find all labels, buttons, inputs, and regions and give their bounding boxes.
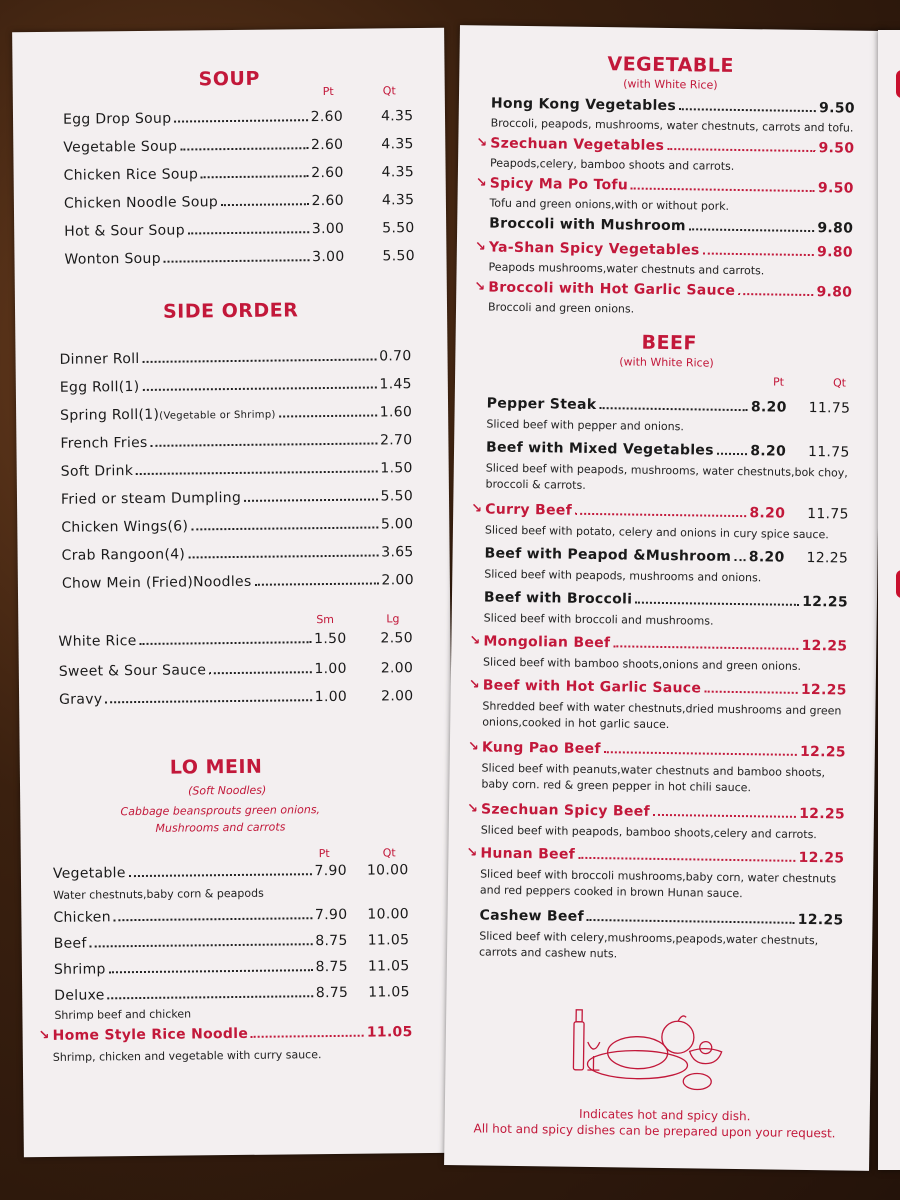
item-price-lg: 2.00: [380, 660, 414, 677]
item-description: Tofu and green onions,with or without pork.: [489, 196, 730, 213]
leader-dots: [140, 641, 312, 645]
item-name: Beef with Mixed Vegetables: [485, 439, 714, 459]
item-name: Broccoli with Hot Garlic Sauce: [488, 279, 736, 299]
item-name: Chicken Noodle Soup: [63, 194, 219, 212]
item-price-pt: 7.90: [314, 862, 348, 880]
item-name: Spicy Ma Po Tofu: [489, 175, 629, 194]
soup-item: [62, 108, 414, 128]
item-name: Soft Drink: [60, 463, 134, 480]
soup-col-qt: Qt: [382, 84, 396, 98]
lo-mein-heading: LO MEIN: [169, 755, 263, 779]
item-description: Sliced beef with broccoli and mushrooms.: [483, 611, 714, 628]
side-order-heading: SIDE ORDER: [162, 299, 299, 323]
item-description: Sliced beef with pepper and onions.: [486, 417, 684, 434]
item-name: French Fries: [60, 434, 148, 452]
item-price: 9.80: [816, 244, 853, 261]
item-name: White Rice: [58, 633, 137, 650]
item-price: 12.25: [798, 849, 845, 867]
item-description: Sliced beef with broccoli mushrooms,baby corn, water chestnuts: [480, 867, 837, 886]
hot-spicy-icon: ↘: [38, 1027, 50, 1044]
item-description: Sliced beef with peapods, mushrooms, water chestnuts,bok choy,: [485, 461, 848, 480]
item-description: Shrimp beef and chicken: [54, 1007, 192, 1022]
item-price-pt: 8.75: [315, 958, 349, 976]
item-description: and red peppers cooked in brown Hunan sauce.: [479, 883, 743, 901]
item-price: 12.25: [802, 593, 849, 611]
item-price: 12.25: [799, 743, 846, 761]
beef-list: [444, 25, 885, 1171]
leader-dots: [209, 671, 311, 674]
soup-heading: SOUP: [198, 67, 260, 91]
item-price: 9.80: [816, 284, 853, 301]
soup-item: [63, 164, 415, 184]
lo-mein-item: [54, 984, 410, 1004]
item-price: 11.05: [366, 1024, 413, 1041]
side-item: [62, 544, 414, 564]
item-description: Sliced beef with celery,mushrooms,peapods,water chestnuts,: [479, 929, 819, 948]
item-name: Dinner Roll: [59, 350, 140, 368]
item-name: Chicken Wings(6): [61, 518, 189, 536]
item-price-pt: 8.20: [748, 549, 785, 566]
hot-spicy-icon: ↘: [474, 239, 486, 255]
item-price-qt: 5.50: [382, 248, 415, 265]
side-item: [61, 460, 413, 480]
beef-item: [484, 589, 848, 610]
item-price-qt: 10.00: [367, 906, 410, 923]
item-price-sm: 1.50: [314, 630, 347, 648]
hot-spicy-icon: ↘: [468, 677, 480, 693]
item-description: Sliced beef with peapods, mushrooms and onions.: [484, 567, 762, 585]
item-price-sm: 1.00: [314, 660, 347, 678]
item-price-pt: 3.00: [312, 248, 345, 266]
side-item: [60, 432, 412, 452]
item-name: Vegetable Soup: [63, 138, 178, 156]
item-price-qt: 11.05: [368, 984, 410, 1001]
lo-mein-note-1: Cabbage beansprouts green onions,: [120, 803, 321, 819]
item-name: Sweet & Sour Sauce: [58, 662, 207, 680]
lo-mein-item: [53, 932, 410, 952]
item-price: 2.70: [379, 432, 413, 449]
item-price: 12.25: [801, 637, 848, 655]
item-price-qt: 11.05: [367, 932, 410, 949]
item-price-pt: 8.75: [315, 932, 348, 950]
side-item-sized: [58, 630, 413, 650]
item-name: Szechuan Spicy Beef: [480, 801, 651, 820]
beef-item: [482, 739, 846, 760]
leader-dots: [717, 453, 748, 455]
item-description: Broccoli, peapods, mushrooms, water chestnuts, carrots and tofu.: [490, 116, 854, 135]
item-name: Cashew Beef: [479, 907, 585, 925]
leader-dots: [108, 995, 313, 999]
item-price-pt: 2.60: [311, 164, 344, 182]
left-menu-panel: [12, 28, 456, 1157]
beef-subtitle: (with White Rice): [619, 355, 714, 370]
leader-dots: [244, 498, 378, 501]
item-name: Curry Beef: [485, 501, 573, 519]
item-price: 1.60: [379, 404, 413, 421]
item-name: Wonton Soup: [64, 250, 161, 268]
leader-dots: [143, 358, 377, 362]
leader-dots: [575, 513, 746, 517]
leader-dots: [105, 699, 311, 703]
item-price: 12.25: [797, 911, 844, 929]
spicy-request-note: All hot and spicy dishes can be prepared upon your request.: [473, 1121, 836, 1141]
item-price-pt: 8.20: [749, 505, 786, 522]
item-description: Broccoli and green onions.: [487, 300, 635, 316]
item-price-pt: 2.60: [311, 192, 344, 210]
leader-dots: [221, 203, 309, 206]
lo-mein-col-qt: Qt: [382, 846, 396, 860]
lo-mein-item: [52, 862, 409, 882]
leader-dots: [604, 751, 797, 756]
item-name: Fried or steam Dumpling: [60, 489, 242, 508]
item-name: Home Style Rice Noodle: [52, 1025, 249, 1044]
item-name: Egg Drop Soup: [62, 110, 172, 128]
leader-dots: [188, 554, 378, 558]
item-price: 5.50: [380, 488, 414, 505]
side-col-sm: Sm: [316, 612, 335, 627]
item-name: Beef with Peapod &Mushroom: [484, 545, 732, 565]
soup-item: [64, 220, 415, 240]
item-name: Vegetable: [52, 865, 126, 882]
item-price-qt: 4.35: [380, 108, 414, 125]
item-name: Spring Roll(1): [60, 406, 160, 424]
item-name: Gravy: [59, 691, 103, 708]
leader-dots: [109, 969, 313, 973]
leader-dots: [114, 917, 312, 921]
beef-item: [484, 545, 849, 567]
item-description: Water chestnuts,baby corn & peapods: [53, 886, 264, 902]
item-price-pt: 3.00: [311, 220, 345, 238]
item-name: Shrimp: [53, 961, 106, 978]
item-name: Chicken Rice Soup: [63, 166, 199, 184]
item-price-qt: 4.35: [381, 192, 415, 209]
item-description: Sliced beef with potato, celery and onions in cury spice sauce.: [484, 523, 829, 542]
hot-spicy-icon: ↘: [466, 845, 478, 861]
item-price: 2.00: [381, 572, 414, 589]
beef-item: [486, 395, 851, 417]
leader-dots: [164, 259, 309, 263]
item-name: Beef with Broccoli: [483, 589, 633, 608]
item-name: Ya-Shan Spicy Vegetables: [488, 239, 700, 259]
leader-dots: [653, 814, 796, 818]
hot-spicy-icon: ↘: [474, 279, 486, 295]
leader-dots: [255, 582, 379, 585]
item-price-qt: 11.05: [367, 958, 410, 975]
side-item: [60, 376, 412, 396]
side-item: [61, 516, 413, 536]
side-col-lg: Lg: [386, 612, 400, 626]
item-name: Mongolian Beef: [483, 633, 611, 652]
leader-dots: [251, 1035, 364, 1038]
item-price-qt: 5.50: [382, 220, 415, 237]
leader-dots: [279, 414, 377, 417]
item-name: Chow Mein (Fried)Noodles: [61, 573, 252, 592]
lo-mein-subtitle: (Soft Noodles): [188, 783, 267, 798]
item-price: 1.50: [380, 460, 413, 477]
leader-dots: [188, 231, 309, 234]
item-price-pt: 8.20: [750, 399, 787, 416]
leader-dots: [704, 691, 798, 694]
item-price-pt: 8.75: [315, 984, 349, 1002]
item-price-pt: 7.90: [314, 906, 348, 924]
item-description: Shrimp, chicken and vegetable with curry sauce.: [52, 1048, 322, 1064]
side-item-sized: [58, 660, 414, 680]
side-item: [62, 572, 414, 592]
item-name: Hong Kong Vegetables: [490, 95, 677, 115]
beef-item: [485, 501, 849, 523]
item-price-qt: 4.35: [381, 164, 415, 181]
item-price: 12.25: [800, 681, 847, 699]
item-note: (Vegetable or Shrimp): [159, 409, 276, 422]
item-price: 9.50: [818, 100, 855, 117]
soup-item: [63, 136, 414, 156]
item-price-qt: 11.75: [807, 505, 849, 523]
item-name: Chicken: [53, 909, 111, 926]
vegetable-heading: VEGETABLE: [607, 53, 735, 77]
beef-item: [483, 633, 847, 654]
item-description: broccoli & carrots.: [485, 477, 586, 492]
lo-mein-note-2: Mushrooms and carrots: [155, 820, 286, 835]
spicy-legend-note: Indicates hot and spicy dish.: [578, 1106, 751, 1124]
beef-col-qt: Qt: [832, 376, 847, 390]
item-price: 9.50: [817, 180, 854, 197]
item-name: Egg Roll(1): [59, 378, 140, 396]
item-description: onions,cooked in hot garlic sauce.: [482, 715, 670, 732]
item-description: baby corn. red & green pepper in hot chili sauce.: [481, 777, 752, 795]
item-name: Deluxe: [54, 987, 105, 1004]
red-tab-marker: [896, 570, 900, 598]
leader-dots: [734, 559, 746, 561]
item-price: 9.80: [817, 220, 854, 237]
hot-spicy-icon: ↘: [469, 633, 481, 649]
red-tab-marker: [896, 70, 900, 98]
item-name: Szechuan Vegetables: [490, 135, 665, 154]
beef-heading: BEEF: [641, 331, 698, 355]
hot-spicy-icon: ↘: [475, 175, 487, 191]
beef-item: [479, 907, 843, 928]
item-description: carrots and cashew nuts.: [478, 945, 618, 961]
item-description: Sliced beef with peanuts,water chestnuts and bamboo shoots,: [481, 761, 826, 780]
leader-dots: [587, 919, 795, 924]
beef-item: [485, 439, 850, 461]
lo-mein-col-pt: Pt: [318, 847, 330, 861]
leader-dots: [578, 857, 796, 862]
item-price: 9.50: [818, 140, 855, 157]
leader-dots: [635, 602, 799, 606]
soup-col-pt: Pt: [322, 84, 334, 99]
item-price-qt: 11.75: [807, 443, 850, 461]
hot-spicy-icon: ↘: [476, 135, 488, 151]
side-item: [61, 488, 413, 508]
beef-col-pt: Pt: [772, 375, 785, 389]
side-item: [60, 404, 412, 424]
item-price-lg: 2.00: [381, 688, 414, 705]
item-price: 3.65: [381, 544, 414, 561]
item-price-qt: 12.25: [806, 549, 849, 567]
leader-dots: [136, 470, 377, 475]
soup-item: [64, 248, 415, 268]
banquet-illustration-icon: [565, 1002, 736, 1103]
item-price-lg: 2.50: [380, 630, 413, 647]
leader-dots: [599, 407, 748, 411]
beef-item: [480, 845, 844, 866]
lo-mein-item: [53, 958, 410, 978]
hot-spicy-icon: ↘: [471, 501, 483, 517]
leader-dots: [90, 943, 313, 947]
side-item-sized: [59, 688, 414, 708]
item-name: Kung Pao Beef: [481, 739, 601, 758]
leader-dots: [180, 147, 308, 150]
leader-dots: [151, 442, 377, 446]
leader-dots: [191, 526, 378, 530]
item-name: Beef: [53, 935, 87, 952]
item-price-sm: 1.00: [314, 688, 348, 706]
item-price: 0.70: [379, 348, 412, 365]
item-description: Peapods,celery, bamboo shoots and carrots.: [489, 156, 735, 173]
leader-dots: [143, 386, 377, 390]
leader-dots: [129, 873, 312, 877]
item-name: Hunan Beef: [480, 845, 576, 863]
item-price-pt: 2.60: [310, 136, 344, 154]
item-description: Sliced beef with bamboo shoots,onions and green onions.: [482, 655, 802, 673]
item-price: 12.25: [799, 805, 846, 823]
item-name: Beef with Hot Garlic Sauce: [482, 677, 702, 697]
soup-item: [63, 192, 415, 212]
beef-item: [481, 801, 845, 822]
item-price: 1.45: [379, 376, 412, 393]
lo-mein-special-item: [53, 1024, 413, 1044]
item-price: 5.00: [380, 516, 414, 533]
leader-dots: [174, 119, 307, 122]
leader-dots: [201, 175, 308, 178]
item-name: Crab Rangoon(4): [61, 546, 186, 564]
item-name: Hot & Sour Soup: [64, 222, 185, 240]
side-item: [59, 348, 411, 368]
hot-spicy-icon: ↘: [466, 801, 479, 817]
item-price-qt: 10.00: [366, 862, 409, 879]
item-price-qt: 11.75: [808, 399, 851, 417]
beef-item: [483, 677, 847, 698]
item-price-pt: 2.60: [310, 108, 344, 126]
vegetable-subtitle: (with White Rice): [623, 77, 718, 92]
lo-mein-item: [53, 906, 410, 926]
leader-dots: [613, 645, 798, 650]
item-price-qt: 4.35: [381, 136, 414, 153]
item-description: Sliced beef with peapods, bamboo shoots,celery and carrots.: [480, 823, 817, 842]
hot-spicy-icon: ↘: [467, 739, 479, 755]
item-price-pt: 8.20: [750, 443, 787, 460]
item-name: Broccoli with Mushroom: [489, 215, 686, 235]
item-description: Shredded beef with water chestnuts,dried mushrooms and green: [482, 699, 842, 718]
item-description: Peapods mushrooms,water chestnuts and carrots.: [488, 260, 765, 278]
item-name: Pepper Steak: [486, 395, 597, 414]
